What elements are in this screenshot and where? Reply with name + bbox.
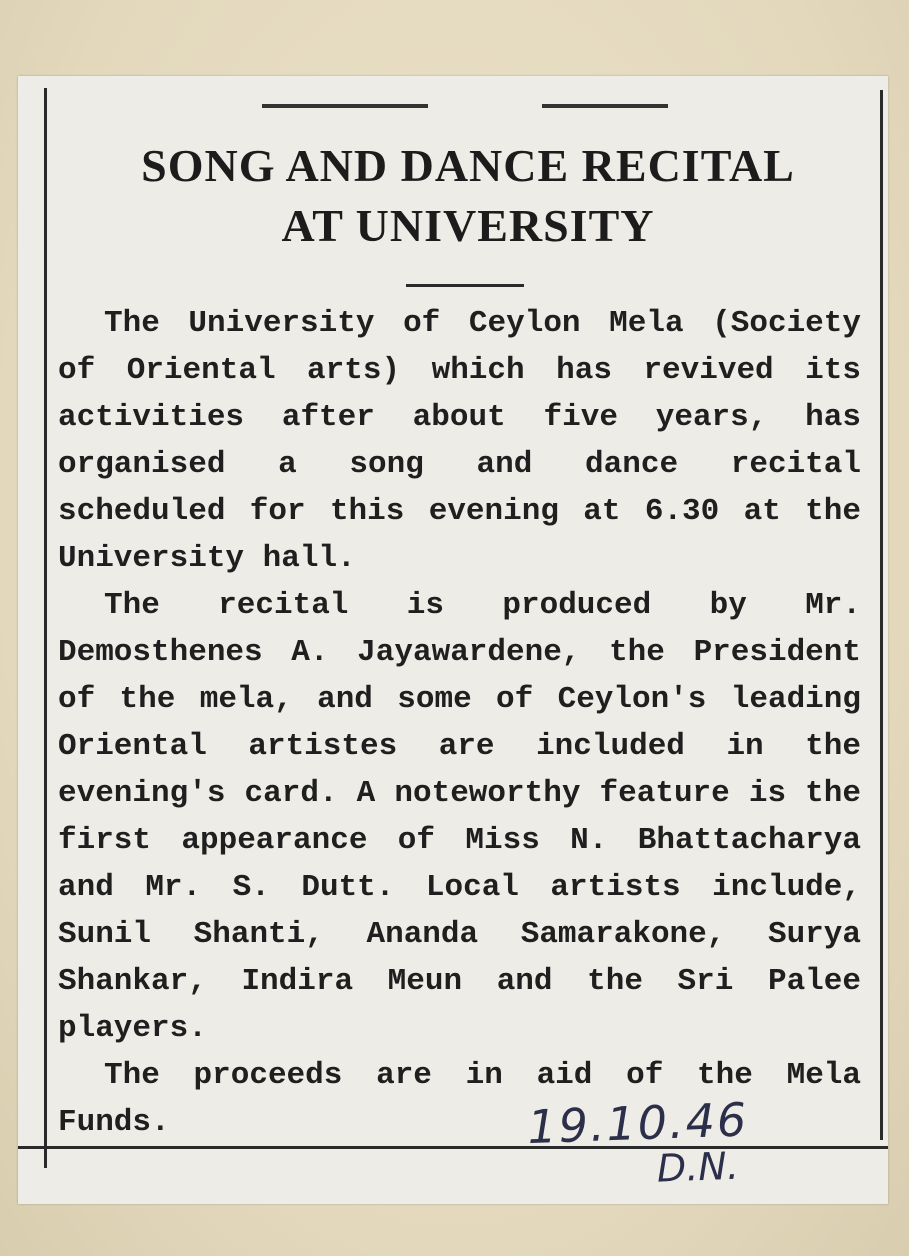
header-dash-right	[542, 104, 668, 108]
paragraph-3: The proceeds are in aid of the Mela Funds.	[58, 1058, 861, 1140]
handwritten-date: 19.10.46	[526, 1092, 750, 1155]
paragraph-2: The recital is produced by Mr. Demosthenes A. Jayawardene, the President of the mela, and some of Ceylon's leading Oriental artistes are included in the evening's card. A noteworthy feature is the first appearance of Miss N. Bhattacharya and Mr. S. Dutt. Local artists include, Sunil Shanti, Ananda Samarakone, Surya Shankar, Indira Meun and the Sri Palee players.	[58, 588, 861, 1046]
handwritten-source: D.N.	[656, 1143, 740, 1191]
paragraph-1: The University of Ceylon Mela (Society of Oriental arts) which has revived its activities after about five years, has organised a song and dance recital scheduled for this evening at 6.30 at the University hall.	[58, 306, 861, 576]
header-dash-left	[262, 104, 428, 108]
handwritten-annotation	[526, 1091, 819, 1193]
headline-line-2: AT UNIVERSITY	[281, 200, 655, 251]
article-headline	[58, 136, 878, 256]
headline-separator	[406, 284, 524, 287]
column-rule-right	[880, 90, 883, 1140]
newspaper-clipping	[18, 76, 888, 1204]
column-rule-left	[44, 88, 47, 1168]
headline-line-1: SONG AND DANCE RECITAL	[141, 140, 795, 191]
article-body	[58, 300, 861, 1146]
